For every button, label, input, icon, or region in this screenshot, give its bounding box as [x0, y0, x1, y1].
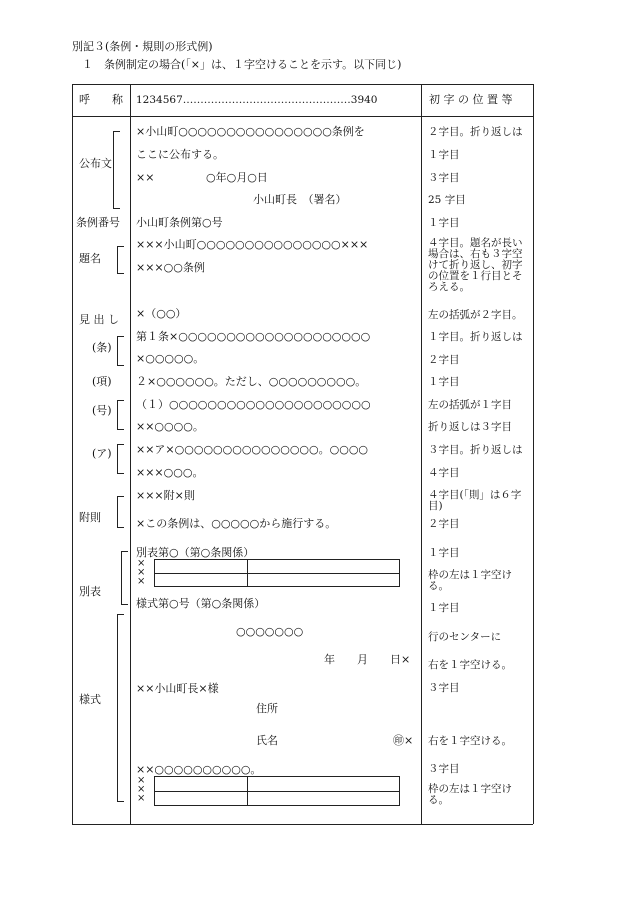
beppyo-x-marks: × × ×: [137, 558, 146, 587]
note-beppyo-2: 枠の左は１字空ける。: [428, 569, 512, 592]
note-daimei: ４字目。題名が長い場合は、右も３字空けて折り返し、初字の位置を１行目とそろえる。: [428, 237, 523, 293]
label-ko: (項): [92, 375, 112, 388]
note-kofubun-2: １字目: [428, 149, 460, 161]
label-beppyo: 別表: [79, 585, 101, 598]
page-subheading: １ 条例制定の場合(「×」は、１字空けることを示す。以下同じ): [82, 58, 402, 71]
midashi-text: ×（○○）: [136, 307, 187, 320]
note-kofubun-4: 25 字目: [428, 194, 466, 206]
note-yoshiki-2: 行のセンターに: [428, 631, 502, 643]
label-jorei-bango: 条例番号: [76, 216, 120, 229]
bracket-a: [117, 444, 124, 474]
jo-line-1: 第１条×○○○○○○○○○○○○○○○○○○○○: [136, 330, 371, 343]
note-a-2: ４字目: [428, 467, 460, 479]
daimei-line-2: ×××○○条例: [136, 261, 205, 274]
fusoku-heading: ×××附×則: [136, 489, 195, 502]
go-line-2: ××○○○○。: [136, 420, 204, 433]
bracket-yoshiki: [117, 614, 124, 802]
seal-icon: ㊞×: [393, 734, 414, 747]
note-yoshiki-5: 右を１字空ける。: [428, 735, 512, 747]
yoshiki-center-text: ○○○○○○○: [236, 625, 304, 638]
bracket-beppyo: [121, 551, 128, 605]
yoshiki-title: 様式第○号（第○条関係）: [136, 597, 266, 610]
label-go: (号): [92, 404, 112, 417]
kofubun-signature: 小山町長 （署名）: [253, 193, 347, 206]
daimei-line-1: ×××小山町○○○○○○○○○○○○○○○×××: [136, 238, 369, 251]
kofubun-line-3a: ××: [136, 171, 155, 184]
note-go-1: 左の括弧が１字目: [428, 399, 512, 411]
label-daimei: 題名: [79, 252, 101, 265]
label-midashi: 見 出 し: [79, 313, 119, 326]
kofubun-date: ○年○月○日: [206, 171, 268, 184]
note-ko: １字目: [428, 376, 460, 388]
bracket-daimei: [117, 246, 124, 274]
note-kofubun-1: ２字目。折り返しは: [428, 126, 523, 138]
bracket-fusoku: [117, 496, 124, 528]
note-midashi: 左の括弧が２字目。: [428, 309, 523, 321]
bracket-go: [117, 400, 124, 430]
note-fusoku-2: ２字目: [428, 518, 460, 530]
yoshiki-name-label: 氏名: [256, 734, 278, 747]
beppyo-title: 別表第○（第○条関係）: [136, 546, 255, 559]
kofubun-line-2: ここに公布する。: [136, 148, 224, 161]
note-yoshiki-7: 枠の左は１字空ける。: [428, 783, 512, 806]
note-yoshiki-3: 右を１字空ける。: [428, 659, 512, 671]
note-yoshiki-1: １字目: [428, 602, 460, 614]
jorei-bango-text: 小山町条例第○号: [136, 216, 223, 229]
label-yoshiki: 様式: [79, 693, 101, 706]
yoshiki-addressee: ××小山町長×様: [136, 682, 219, 695]
label-fusoku: 附則: [79, 511, 101, 524]
note-fusoku-1: ４字目(「則」は６字目): [428, 489, 522, 512]
label-jo: (条): [92, 341, 112, 354]
fusoku-text: ×この条例は、○○○○○から施行する。: [136, 517, 337, 530]
note-jo-1: １字目。折り返しは: [428, 331, 523, 343]
note-a-1: ３字目。折り返しは: [428, 444, 523, 456]
ko-text: ２×○○○○○○。ただし、○○○○○○○○○。: [136, 375, 367, 388]
note-kofubun-3: ３字目: [428, 172, 460, 184]
yoshiki-address-label: 住所: [256, 702, 278, 715]
go-line-1: （１）○○○○○○○○○○○○○○○○○○○○○: [136, 398, 371, 411]
jo-line-2: ×○○○○○。: [136, 352, 205, 365]
header-name-col: 呼 称: [79, 93, 123, 106]
yoshiki-bottom-text: ××○○○○○○○○○○。: [136, 763, 262, 776]
note-yoshiki-6: ３字目: [428, 763, 460, 775]
a-line-1: ××ア×○○○○○○○○○○○○○○○。○○○○: [136, 443, 369, 456]
note-go-2: 折り返しは３字目: [428, 421, 512, 433]
note-yoshiki-4: ３字目: [428, 682, 460, 694]
note-jo-2: ２字目: [428, 354, 460, 366]
yoshiki-x-marks: × × ×: [137, 775, 146, 804]
yoshiki-date: 年 月 日×: [324, 653, 411, 666]
header-position-ruler: 1234567…………………………………………3940: [136, 94, 378, 106]
label-kofubun: 公布文: [79, 157, 112, 170]
bracket-kofubun: [113, 131, 120, 209]
a-line-2: ×××○○○。: [136, 466, 204, 479]
note-beppyo-1: １字目: [428, 547, 460, 559]
beppyo-frame: [154, 559, 400, 587]
note-bango: １字目: [428, 217, 460, 229]
yoshiki-frame: [154, 776, 400, 806]
label-a: (ア): [92, 447, 112, 460]
kofubun-line-1: ×小山町○○○○○○○○○○○○○○○○条例を: [136, 125, 365, 138]
header-notes-col: 初 字 の 位 置 等: [429, 93, 513, 106]
page-heading: 別記３(条例・規則の形式例): [72, 40, 213, 53]
bracket-jo: [117, 336, 124, 366]
